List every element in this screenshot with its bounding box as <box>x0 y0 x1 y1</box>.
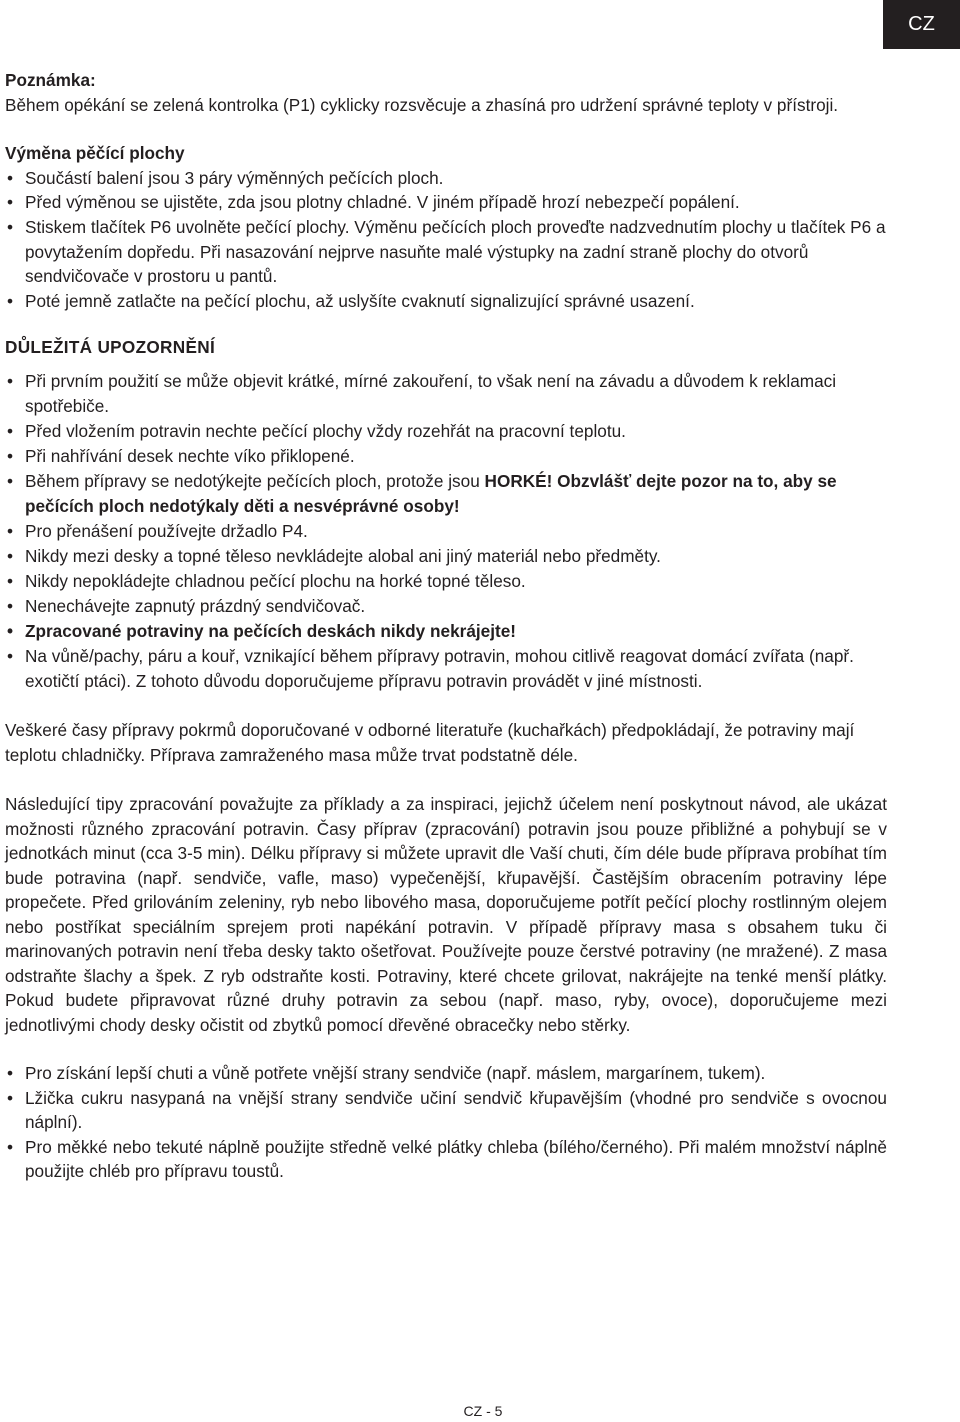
hot-warning-emphasis: HORKÉ! Obzvlášť dejte pozor na to, aby se pečících ploch nedotýkaly děti a nesvéprávné osoby! <box>25 470 837 516</box>
cooking-times-paragraph: Veškeré časy přípravy pokrmů doporučované v odborné literatuře (kuchařkách) předpokládají, že potraviny mají teplotu chladničky. Příprava zamraženého masa může trvat podstatně déle. <box>5 719 855 765</box>
list-item-no-cutting: • Zpracované potraviny na pečících deskách nikdy nekrájejte! <box>5 619 887 644</box>
list-item: • Lžička cukru nasypaná na vnější strany sendviče učiní sendvič křupavějším (vhodné pro sendviče s ovocnou náplní). <box>5 1086 887 1135</box>
note-block <box>5 68 887 117</box>
tips-list <box>5 1061 887 1184</box>
warnings-section <box>5 335 887 694</box>
language-tab: CZ <box>883 0 960 49</box>
hot-warning-text: Během přípravy se nedotýkejte pečících ploch, protože jsou <box>25 470 485 491</box>
page-number: CZ - 5 <box>463 1403 503 1419</box>
list-item: • Při nahřívání desek nechte víko přiklopené. <box>5 444 887 469</box>
list-item: • Před vložením potravin nechte pečící plochy vždy rozehřát na pracovní teplotu. <box>5 419 887 444</box>
exchange-title: Výměna pěčící plochy <box>5 143 185 164</box>
list-item: • Poté jemně zatlačte na pečící plochu, až uslyšíte cvaknutí signalizující správné usazení. <box>5 289 887 314</box>
list-item: • Pro měkké nebo tekuté náplně použijte středně velké plátky chleba (bílého/černého). Při malém množství náplně použijte chléb pro přípravu toustů. <box>5 1135 887 1184</box>
list-item: • Stiskem tlačítek P6 uvolněte pečící plochy. Výměnu pečících ploch proveďte nadzvednutím plochy u tlačítek P6 a povytažením dopředu. Při nasazování nejprve nasuňte malé výstupky na zadní straně plochy do otvorů sendvičovače v prostoru u pantů. <box>5 215 887 289</box>
tips-paragraph: Následující tipy zpracování považujte za příklady a za inspiraci, jejichž účelem není poskytnout návod, ale ukázat možnosti různého zpracování potravin. Časy příprav (zpracování) potravin jsou pouze přibližné a pohybují se v jednotkách minut (cca 3-5 min). Délku přípravy si můžete upravit dle Vaší chuti, čím déle bude příprava probíhat tím bude potravina (např. sendviče, vafle, maso) vypečenější, křupavější. Častějším obracením potraviny lépe propečete. Před grilováním zeleniny, ryb nebo libového masa, doporučujeme potřít pečící plochy rostlinným olejem nebo postříkat speciálním sprejem proti napékání potravin. V případě přípravy masa s obsahem tuku či marinovaných potravin není třeba desky takto ošetřovat. Používejte pouze čerstvé potraviny (ne mražené). Z masa odstraňte šlachy a špek. Z ryb odstraňte kosti. Potraviny, které chcete grilovat, nakrájejte na tenké menší plátky. Pokud budete připravovat různé druhy potravin za sebou (např. maso, ryby, ovoce), doporučujeme mezi jednotlivými chody desky očistit od zbytků pomocí dřevěné obracečky nebo stěrky. <box>5 794 887 1035</box>
list-item: • Pro získání lepší chuti a vůně potřete vnější strany sendviče (např. máslem, margarínem, tukem). <box>5 1061 887 1086</box>
list-item: • Nikdy nepokládejte chladnou pečící plochu na horké topné těleso. <box>5 569 887 594</box>
exchange-list <box>5 166 887 314</box>
warnings-list <box>5 369 887 694</box>
note-title: Poznámka: <box>5 70 96 90</box>
list-item: • Pro přenášení používejte držadlo P4. <box>5 519 887 544</box>
list-item: • Při prvním použití se může objevit krátké, mírné zakouření, to však není na závadu a důvodem k reklamaci spotřebiče. <box>5 369 887 419</box>
exchange-section <box>5 141 887 313</box>
list-item: • Součástí balení jsou 3 páry výměnných pečících ploch. <box>5 166 887 191</box>
list-item: • Na vůně/pachy, páru a kouř, vznikající během přípravy potravin, mohou citlivě reagovat domácí zvířata (např. exotičtí ptáci). Z tohoto důvodu doporučujeme přípravu potravin provádět v jiné místnosti. <box>5 644 887 694</box>
list-item-hot-warning <box>5 469 887 519</box>
list-item: • Nikdy mezi desky a topné těleso nevkládejte alobal ani jiný materiál nebo předměty. <box>5 544 887 569</box>
list-item: • Před výměnou se ujistěte, zda jsou plotny chladné. V jiném případě hrozí nebezpečí popálení. <box>5 190 887 215</box>
list-item: • Nenechávejte zapnutý prázdný sendvičovač. <box>5 594 887 619</box>
page-content <box>5 68 887 1184</box>
note-text: Během opékání se zelená kontrolka (P1) cyklicky rozsvěcuje a zhasíná pro udržení správné teploty v přístroji. <box>5 94 839 115</box>
warnings-title: DŮLEŽITÁ UPOZORNĚNÍ <box>5 337 216 358</box>
